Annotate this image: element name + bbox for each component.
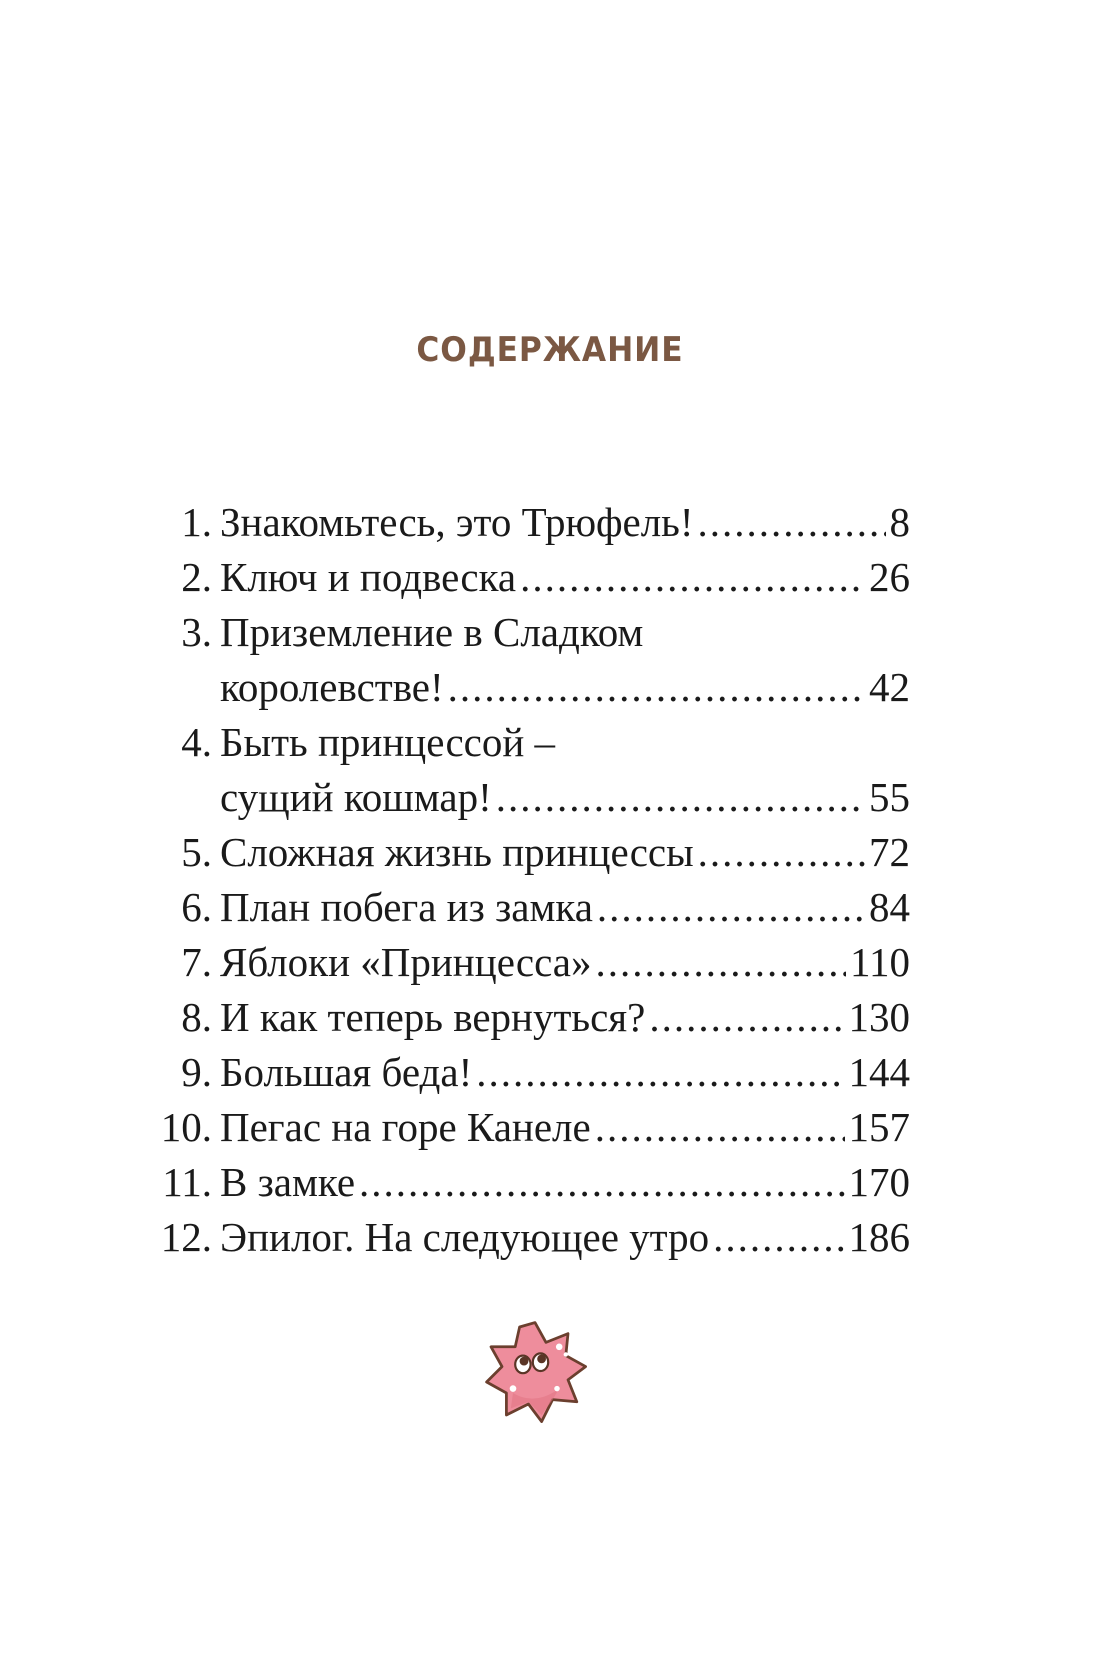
chapter-number: 9. [181,1049,212,1095]
chapter-number: 7. [181,939,212,985]
chapter-title: Быть принцессой – [220,719,556,765]
chapter-number: 6. [181,884,212,930]
chapter-number: 3. [181,609,212,655]
page-number: 8 [889,499,910,545]
page-number: 144 [848,1049,910,1095]
toc-entry [150,770,910,825]
toc-entry [150,715,910,770]
chapter-number: 10. [160,1104,212,1150]
chapter-title: План побега из замка [220,884,593,930]
toc-entry [150,1100,910,1155]
page-number: 157 [848,1104,910,1150]
dot-leader [476,1045,844,1100]
dot-leader [448,660,865,715]
page-number: 130 [848,994,910,1040]
page-title: СОДЕРЖАНИЕ [416,330,684,370]
toc-entry [150,550,910,605]
dot-leader [698,495,886,550]
toc-entry [150,880,910,935]
page-number: 26 [869,554,910,600]
chapter-number: 11. [162,1159,212,1205]
chapter-title: Сложная жизнь принцессы [220,829,694,875]
toc-entry [150,825,910,880]
chapter-number: 12. [160,1214,212,1260]
page-number: 110 [850,939,910,985]
toc-entry [150,1155,910,1210]
toc-entry [150,605,910,660]
dot-leader [595,1100,845,1155]
chapter-title: сущий кошмар! [220,774,492,820]
page-number: 55 [869,774,910,820]
chapter-title: Яблоки «Принцесса» [220,939,592,985]
chapter-title: Ключ и подвеска [220,554,517,600]
dot-leader [713,1210,844,1265]
chapter-title: Эпилог. На следующее утро [220,1214,710,1260]
page-number: 42 [869,664,910,710]
dot-leader [520,550,865,605]
chapter-number: 1. [181,499,212,545]
chapter-number: 4. [181,719,212,765]
chapter-title: королевстве! [220,664,444,710]
chapter-number: 5. [181,829,212,875]
dot-leader [359,1155,844,1210]
chapter-title: Большая беда! [220,1049,473,1095]
dot-leader [649,990,844,1045]
toc-entry [150,660,910,715]
chapter-title: В замке [220,1159,356,1205]
chapter-title: Приземление в Сладком [220,609,644,655]
toc-entry [150,1210,910,1265]
dot-leader [496,770,865,825]
toc-entry [150,935,910,990]
toc-entry [150,990,910,1045]
chapter-number: 2. [181,554,212,600]
dot-leader [596,935,847,990]
table-of-contents [150,495,910,1265]
toc-entry [150,1045,910,1100]
toc-entry [150,495,910,550]
chapter-title: Пегас на горе Канеле [220,1104,591,1150]
chapter-title: Знакомьтесь, это Трюфель! [220,499,694,545]
star-mascot-icon [480,1316,590,1426]
dot-leader [698,825,865,880]
chapter-title: И как теперь вернуться? [220,994,646,1040]
dot-leader [597,880,865,935]
page-number: 72 [869,829,910,875]
chapter-number: 8. [181,994,212,1040]
page-number: 84 [869,884,910,930]
page-number: 186 [848,1214,910,1260]
page-number: 170 [848,1159,910,1205]
